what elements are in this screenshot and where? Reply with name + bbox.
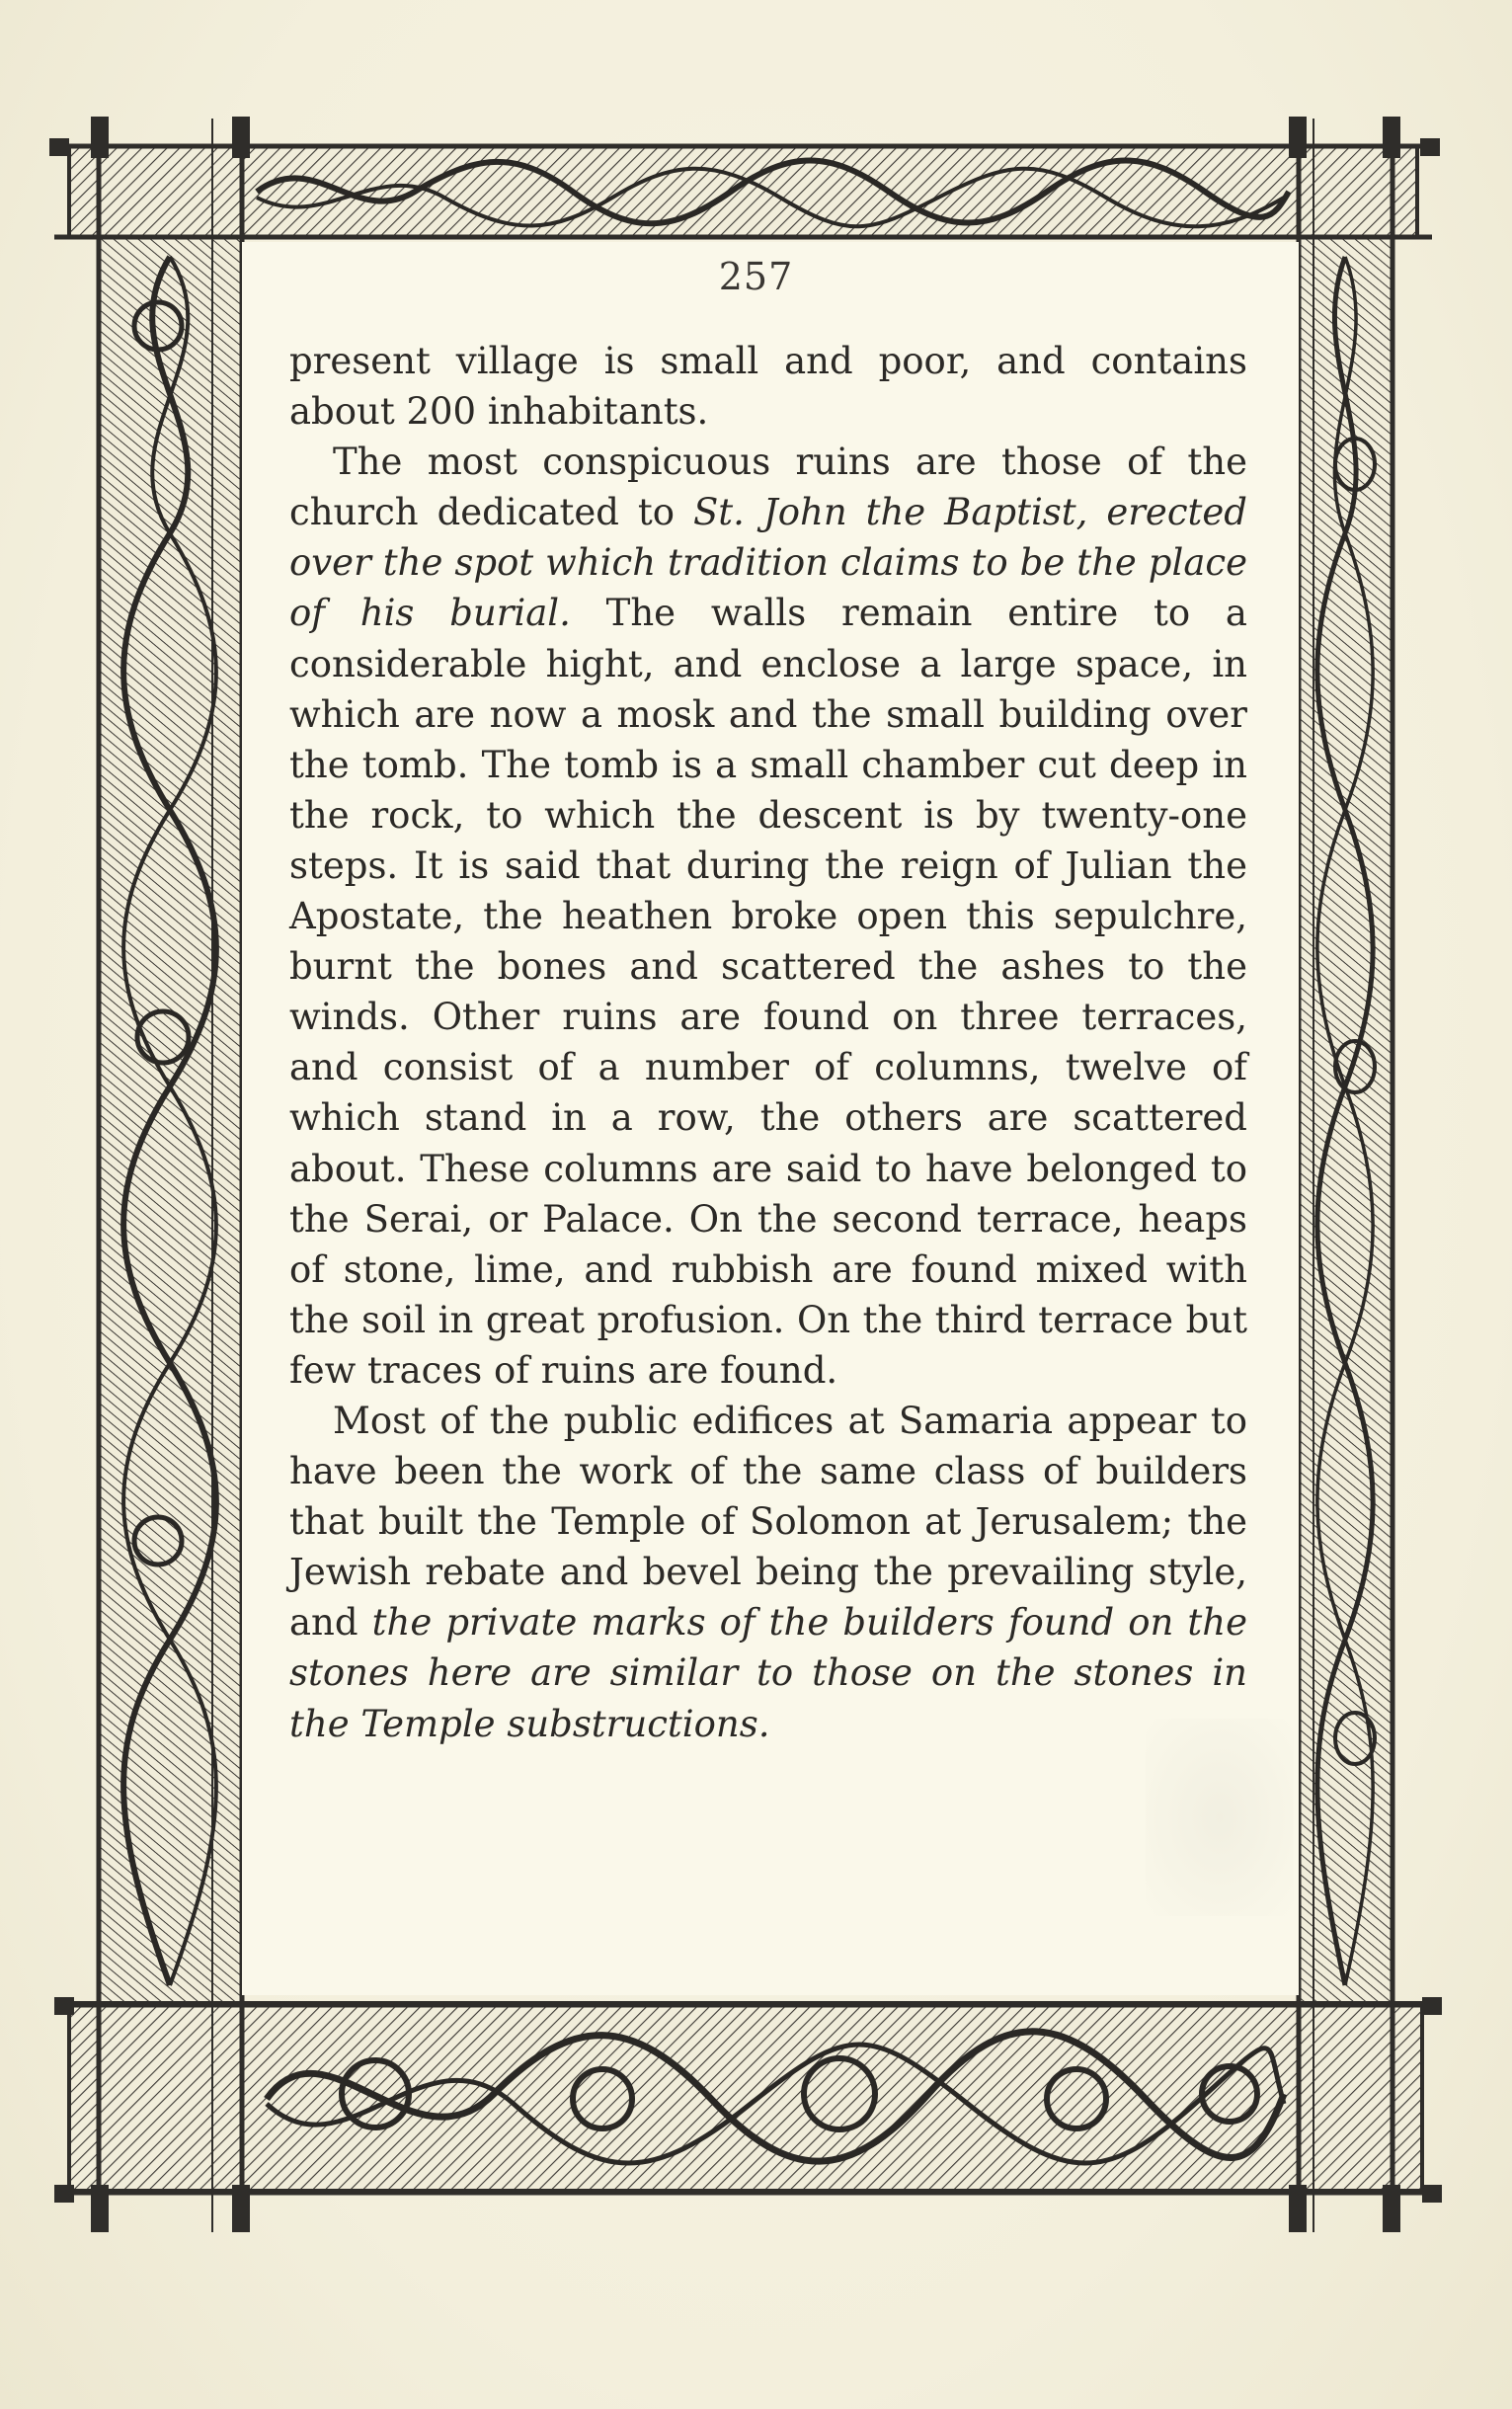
- text-run: The most conspicuous ruins are those of the church dedicated to: [289, 441, 1247, 534]
- italic-run: the private marks of the builders found on the stones here are similar to those on the stones in the Temple substructions.: [289, 1601, 1248, 1745]
- body-text: [289, 336, 1247, 1749]
- text-run: present village is small and poor, and contains about 200 inhabitants.: [289, 340, 1247, 434]
- text-run: The walls remain entire to a considerable hight, and enclose a large space, in which are now a mosk and the small building over the tomb. The tomb is a small chamber cut deep in the rock, to which the descent is by twenty-one steps. It is said that during the reign of Julian the Apostate, the heathen broke open this sepulchre, burnt the bones and scattered the ashes to the winds. Other ruins are found on three terraces, and consist of a number of columns, twelve of which stand in a row, the others are scattered about. These columns are said to have belonged to the Serai, or Palace. On the second terrace, heaps of stone, lime, and rubbish are found mixed with the soil in great profusion. On the third terrace but few traces of ruins are found.: [289, 592, 1247, 1392]
- page-number: 257: [718, 255, 794, 298]
- border-left-band: [99, 237, 242, 2003]
- paragraph-2: [289, 437, 1247, 1396]
- italic-run: St. John the Baptist, erected over the spot which tradition claims to be the place of his burial.: [289, 491, 1247, 635]
- paragraph-3: [289, 1396, 1247, 1749]
- text-run: Most of the public edifices at Samaria appear to have been the work of the same class of builders that built the Temple of Solomon at Jerusalem; the Jewish rebate and bevel being the prevailing style, and: [289, 1399, 1247, 1645]
- paragraph-1: [289, 336, 1247, 437]
